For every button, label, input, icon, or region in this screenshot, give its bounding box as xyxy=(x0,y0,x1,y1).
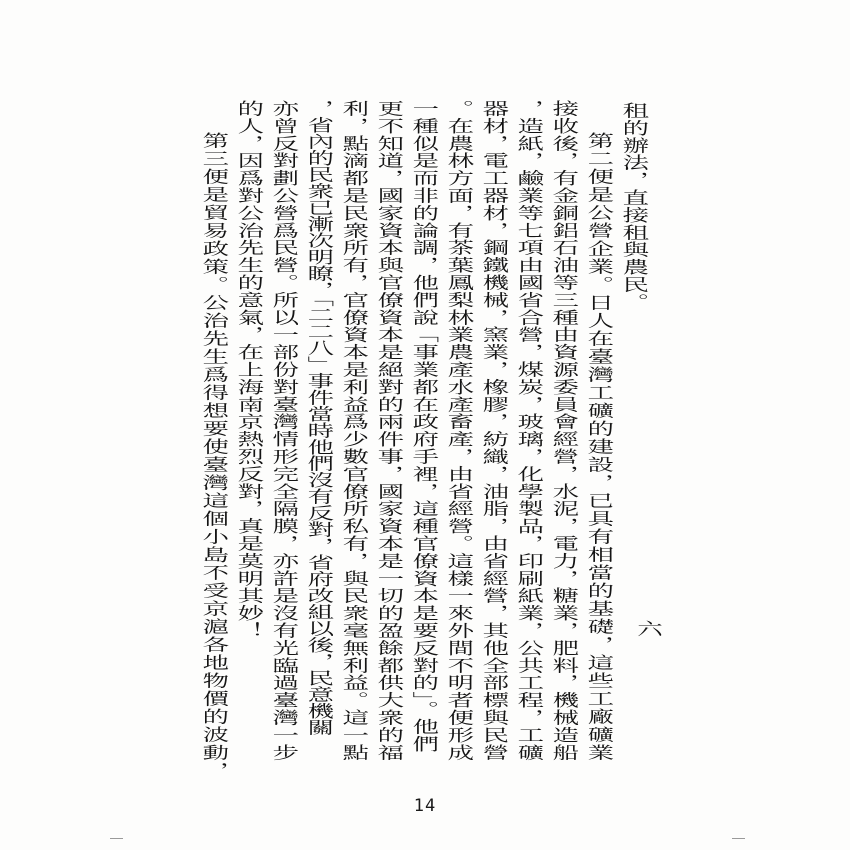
text-column-3: 接收後，有金銅鋁石油等三種由資源委員會經營，水泥，電力，糖業，肥料，機械造船 xyxy=(548,100,579,762)
text-column-8: 更不知道，國家資本與官僚資本是絕對的兩件事，國家資本是一切的盈餘都供大衆的福 xyxy=(373,100,404,762)
text-column-9: 利，點滴都是民衆所有，官僚資本是利益爲少數官僚所私有，與民衆毫無利益。這一點 xyxy=(338,100,369,762)
text-column-5: 器材，電工器材，鋼鐵機械，窯業，橡膠，紡織，油脂，由省經營，其他全部標與民營 xyxy=(478,100,509,762)
chapter-numeral: 六 xyxy=(637,620,663,640)
text-column-7: 一種似是而非的論調，他們說「事業都在政府手裡，這種官僚資本是要反對的」。他們 xyxy=(408,100,439,753)
text-column-11: 亦曾反對劃公營爲民營。所以一部份對臺灣情形完全隔膜，亦許是沒有光臨過臺灣一步 xyxy=(268,100,299,762)
text-column-6: 。在農林方面，有茶葉鳳梨林業農產水產畜產，由省經營。這樣一來外間不明者便形成 xyxy=(443,100,474,762)
text-column-4: ，造紙，鹼業等七項由國省合營，煤炭，玻璃，化學製品，印刷紙業，公共工程，工礦 xyxy=(513,100,544,762)
text-column-12: 的人，因爲對公治先生的意氣，在上海南京熱烈反對，真是莫明其妙！ xyxy=(233,100,264,640)
text-column-1: 租的辦法，直接租與農民。 xyxy=(618,102,649,311)
crop-mark-left xyxy=(110,838,123,839)
crop-mark-right xyxy=(732,838,745,839)
text-column-2: 第二便是公營企業。日人在臺灣工礦的建設，已具有相當的基礎，這些工廠礦業 xyxy=(583,132,614,762)
text-column-13: 第三便是貿易政策。公治先生爲得想要使臺灣這個小島不受京滬各地物價的波動， xyxy=(198,132,229,780)
page-number: 14 xyxy=(413,796,437,816)
text-column-10: ，省內的民衆已漸次明瞭，「二二八」事件當時他們沒有反對，省府改組以後，民意機關 xyxy=(303,100,334,736)
